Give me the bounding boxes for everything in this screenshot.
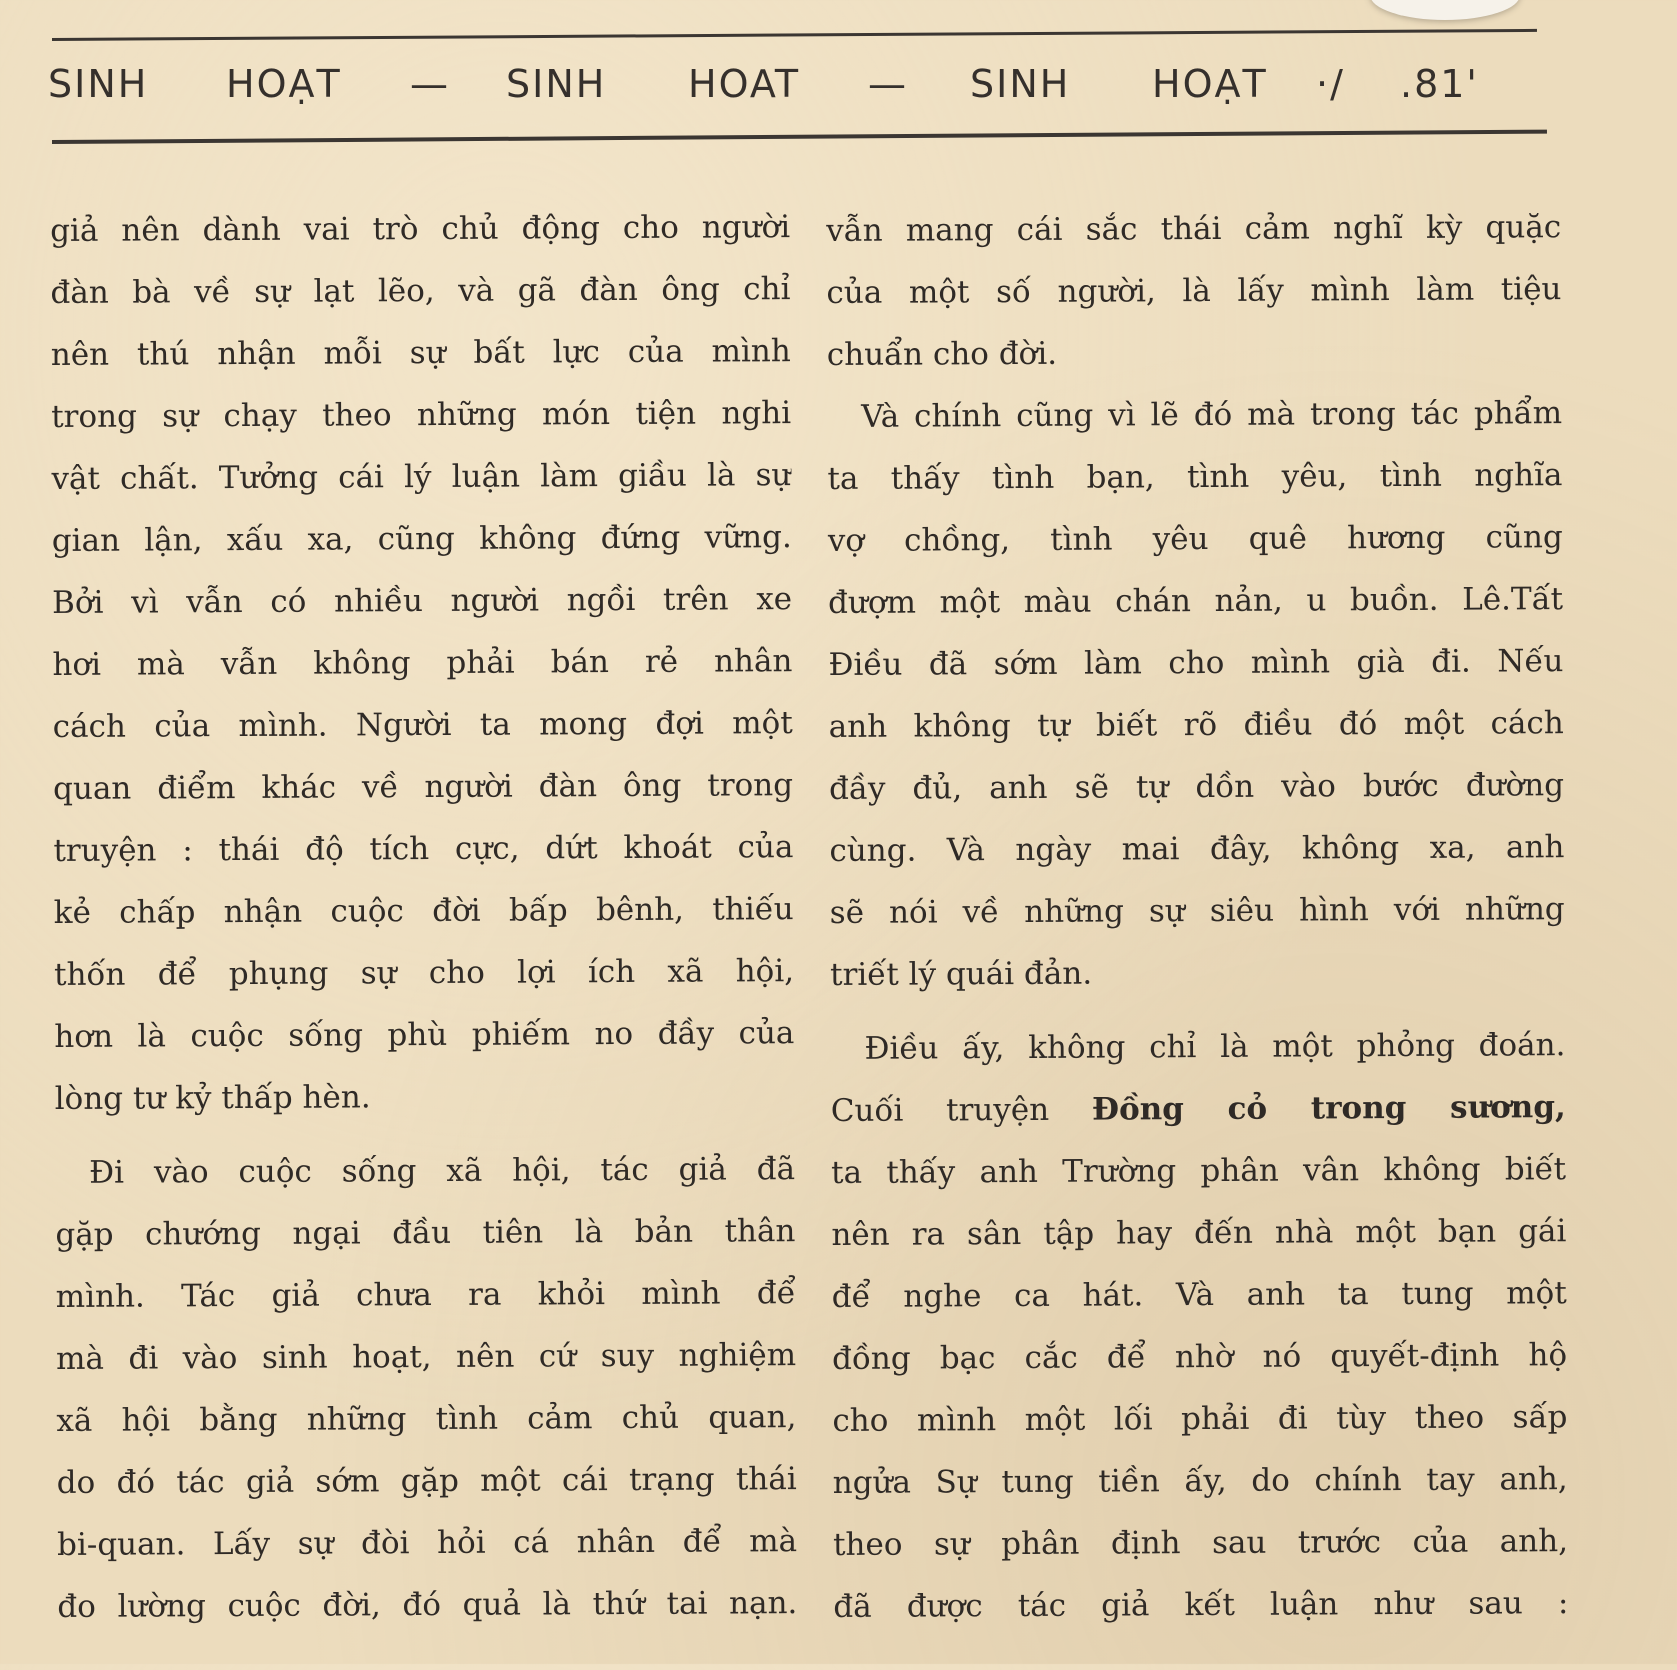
text-line: cách của mình. Người ta mong đợi một — [52, 705, 793, 745]
header-word: SINH — [48, 62, 149, 106]
header-word: HOAT — [688, 62, 801, 106]
text-line: giả nên dành vai trò chủ động cho người — [50, 209, 791, 249]
text-line: đầy đủ, anh sẽ tự dồn vào bước đường — [828, 767, 1565, 807]
text-line: vật chất. Tưởng cái lý luận làm giầu là sự — [51, 457, 792, 497]
text-line: để nghe ca hát. Và anh ta tung một — [831, 1275, 1567, 1315]
text-line: đồng bạc cắc để nhờ nó quyết-định hộ — [831, 1337, 1568, 1377]
text-line: ta thấy anh Trường phân vân không biết — [831, 1151, 1567, 1191]
text-line: trong sự chạy theo những món tiện nghi — [51, 395, 792, 435]
paper-stain — [1370, 0, 1520, 20]
text-line: nên ra sân tập hay đến nhà một bạn gái — [831, 1213, 1567, 1253]
page-number: .81' — [1400, 62, 1479, 106]
text-line: theo sự phân định sau trước của anh, — [832, 1523, 1569, 1563]
left-column — [50, 196, 798, 1670]
header-word: SINH — [970, 62, 1071, 106]
text-line: lòng tư kỷ thấp hèn. — [54, 1079, 371, 1117]
text-line: Và chính cũng vì lẽ đó mà trong tác phẩm — [861, 395, 1563, 435]
text-fragment: Cuối truyện — [830, 1091, 1050, 1129]
story-title: Đồng cỏ trong sương, — [1091, 1089, 1566, 1128]
text-line: hơn là cuộc sống phù phiếm no đầy của — [54, 1015, 795, 1055]
text-line: Đi vào cuộc sống xã hội, tác giả đã — [88, 1151, 796, 1191]
text-line: ngửa Sự tung tiền ấy, do chính tay anh, — [832, 1461, 1568, 1501]
text-line: vợ chồng, tình yêu quê hương cũng — [827, 519, 1563, 559]
text-line: Điều ấy, không chỉ là một phỏng đoán. — [864, 1027, 1566, 1067]
text-line: mà đi vào sinh hoạt, nên cứ suy nghiệm — [55, 1337, 797, 1377]
text-line: anh không tự biết rõ điều đó một cách — [828, 705, 1564, 745]
right-column — [826, 196, 1569, 1670]
text-line: sẽ nói về những sự siêu hình với những — [829, 891, 1565, 931]
text-line: do đó tác giả sớm gặp một cái trạng thái — [56, 1461, 797, 1501]
header-mark: ·/ — [1316, 62, 1345, 106]
text-line: thốn để phụng sự cho lợi ích xã hội, — [53, 953, 795, 993]
text-line: chuẩn cho đời. — [826, 335, 1058, 373]
text-line: gian lận, xấu xa, cũng không đứng vững. — [51, 519, 792, 559]
text-line: kẻ chấp nhận cuộc đời bấp bênh, thiếu — [53, 891, 794, 931]
top-rule — [52, 29, 1537, 41]
text-line: bi-quan. Lấy sự đòi hỏi cá nhân để mà — [56, 1523, 798, 1563]
text-line: hơi mà vẫn không phải bán rẻ nhân — [52, 643, 793, 683]
text-line: vẫn mang cái sắc thái cảm nghĩ kỳ quặc — [826, 209, 1562, 249]
header-rule — [52, 130, 1547, 144]
text-line: quan điểm khác về người đàn ông trong — [52, 767, 794, 807]
header-word: HOẠT — [1152, 62, 1268, 106]
header-dash: — — [410, 62, 450, 106]
text-line: đượm một màu chán nản, u buồn. Lê.Tất — [828, 581, 1564, 621]
header-dash: — — [868, 62, 908, 106]
text-line: triết lý quái đản. — [829, 955, 1093, 993]
text-line — [831, 1076, 1566, 1142]
text-line: đàn bà về sự lạt lẽo, và gã đàn ông chỉ — [50, 271, 791, 311]
text-line: ta thấy tình bạn, tình yêu, tình nghĩa — [827, 457, 1563, 497]
text-line: đo lường cuộc đời, đó quả là thứ tai nạn. — [57, 1585, 798, 1625]
text-line: cùng. Và ngày mai đây, không xa, anh — [829, 829, 1565, 869]
text-line: truyện : thái độ tích cực, dứt khoát của — [53, 829, 794, 869]
text-line: nên thú nhận mỗi sự bất lực của mình — [50, 333, 791, 373]
text-line: của một số người, là lấy mình làm tiệu — [826, 271, 1562, 311]
text-line: xã hội bằng những tình cảm chủ quan, — [56, 1399, 797, 1439]
text-line: mình. Tác giả chưa ra khỏi mình để — [55, 1275, 796, 1315]
text-line: đã được tác giả kết luận như sau : — [833, 1585, 1569, 1625]
running-header — [48, 62, 1568, 122]
text-line: gặp chướng ngại đầu tiên là bản thân — [55, 1213, 796, 1253]
text-line: cho mình một lối phải đi tùy theo sấp — [832, 1399, 1568, 1439]
header-word: HOẠT — [226, 62, 342, 106]
text-line: Bởi vì vẫn có nhiều người ngồi trên xe — [52, 581, 793, 621]
header-word: SINH — [506, 62, 607, 106]
text-line: Điều đã sớm làm cho mình già đi. Nếu — [828, 643, 1564, 683]
